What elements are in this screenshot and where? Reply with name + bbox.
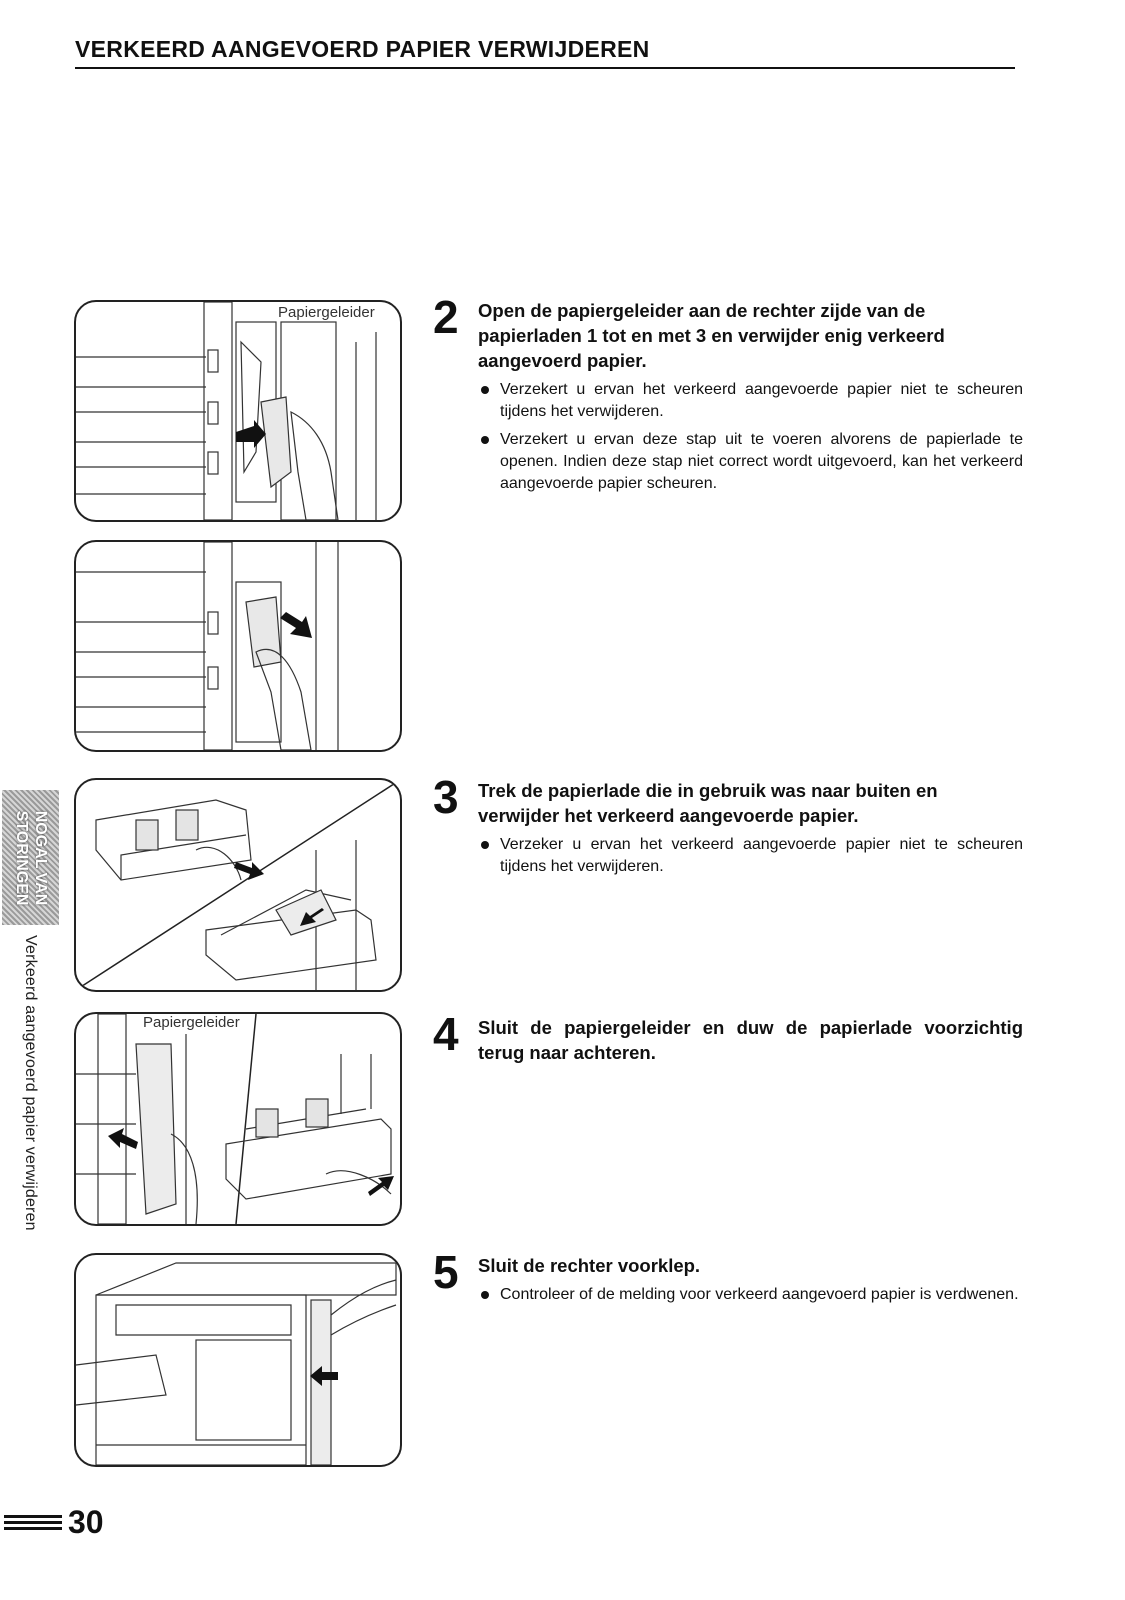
copier-front-drawing bbox=[76, 1255, 400, 1465]
illustration-close-guide-push-tray bbox=[74, 1012, 402, 1226]
step-3 bbox=[433, 771, 1023, 884]
section-tab bbox=[2, 790, 59, 925]
step-bullet: Verzekert u ervan deze stap uit te voeren alvorens de papierlade te openen. Indien deze stap niet correct wordt uitgevoerd, kan het verkeerd aangevoerde papier scheuren. bbox=[478, 429, 1023, 495]
step-number: 2 bbox=[433, 291, 459, 343]
page-title: VERKEERD AANGEVOERD PAPIER VERWIJDEREN bbox=[75, 36, 650, 62]
title-divider bbox=[75, 67, 1015, 69]
tray-drawing bbox=[76, 780, 400, 990]
step-number: 5 bbox=[433, 1246, 459, 1298]
step-heading: Sluit de rechter voorklep. bbox=[478, 1255, 701, 1276]
step-bullet-list bbox=[478, 1284, 1023, 1306]
illustration-close-front-cover bbox=[74, 1253, 402, 1467]
section-tab-label bbox=[12, 810, 50, 905]
step-2 bbox=[433, 291, 1023, 501]
section-tab-line: NOGAL VAN bbox=[31, 810, 49, 905]
page-number: 30 bbox=[68, 1503, 104, 1540]
step-heading: Sluit de papiergeleider en duw de papierlade voorzichtig terug naar achteren. bbox=[478, 1017, 1023, 1063]
step-4 bbox=[433, 1008, 1023, 1065]
step-heading: Open de papiergeleider aan de rechter zijde van de papierladen 1 tot en met 3 en verwijder enig verkeerd aangevoerd papier. bbox=[478, 300, 945, 371]
step-5 bbox=[433, 1246, 1023, 1312]
page-footer bbox=[4, 1500, 104, 1544]
illustration-open-paper-guide bbox=[74, 300, 402, 522]
step-number: 3 bbox=[433, 771, 459, 823]
illustration-remove-jammed-paper bbox=[74, 540, 402, 752]
section-tab-line: STORINGEN bbox=[12, 810, 30, 905]
copier-side-drawing bbox=[76, 542, 400, 750]
step-bullet: Controleer of de melding voor verkeerd aangevoerd papier is verdwenen. bbox=[478, 1284, 1023, 1306]
step-bullet-list bbox=[478, 379, 1023, 495]
page-marker-lines bbox=[4, 1514, 62, 1530]
step-bullet: Verzeker u ervan het verkeerd aangevoerde papier niet te scheuren tijdens het verwijderen. bbox=[478, 834, 1023, 878]
step-bullet: Verzekert u ervan het verkeerd aangevoerde papier niet te scheuren tijdens het verwijderen. bbox=[478, 379, 1023, 423]
illustration-pull-out-tray bbox=[74, 778, 402, 992]
step-number: 4 bbox=[433, 1008, 459, 1060]
copier-side-drawing bbox=[76, 302, 400, 520]
paper-guide-label: Papiergeleider bbox=[140, 1014, 243, 1031]
guide-and-tray-drawing bbox=[76, 1014, 400, 1224]
side-caption-text: Verkeerd aangevoerd papier verwijderen bbox=[22, 935, 39, 1231]
paper-guide-label: Papiergeleider bbox=[275, 304, 378, 321]
step-bullet-list bbox=[478, 834, 1023, 878]
step-heading: Trek de papierlade die in gebruik was naar buiten en verwijder het verkeerd aangevoerde papier. bbox=[478, 780, 938, 826]
